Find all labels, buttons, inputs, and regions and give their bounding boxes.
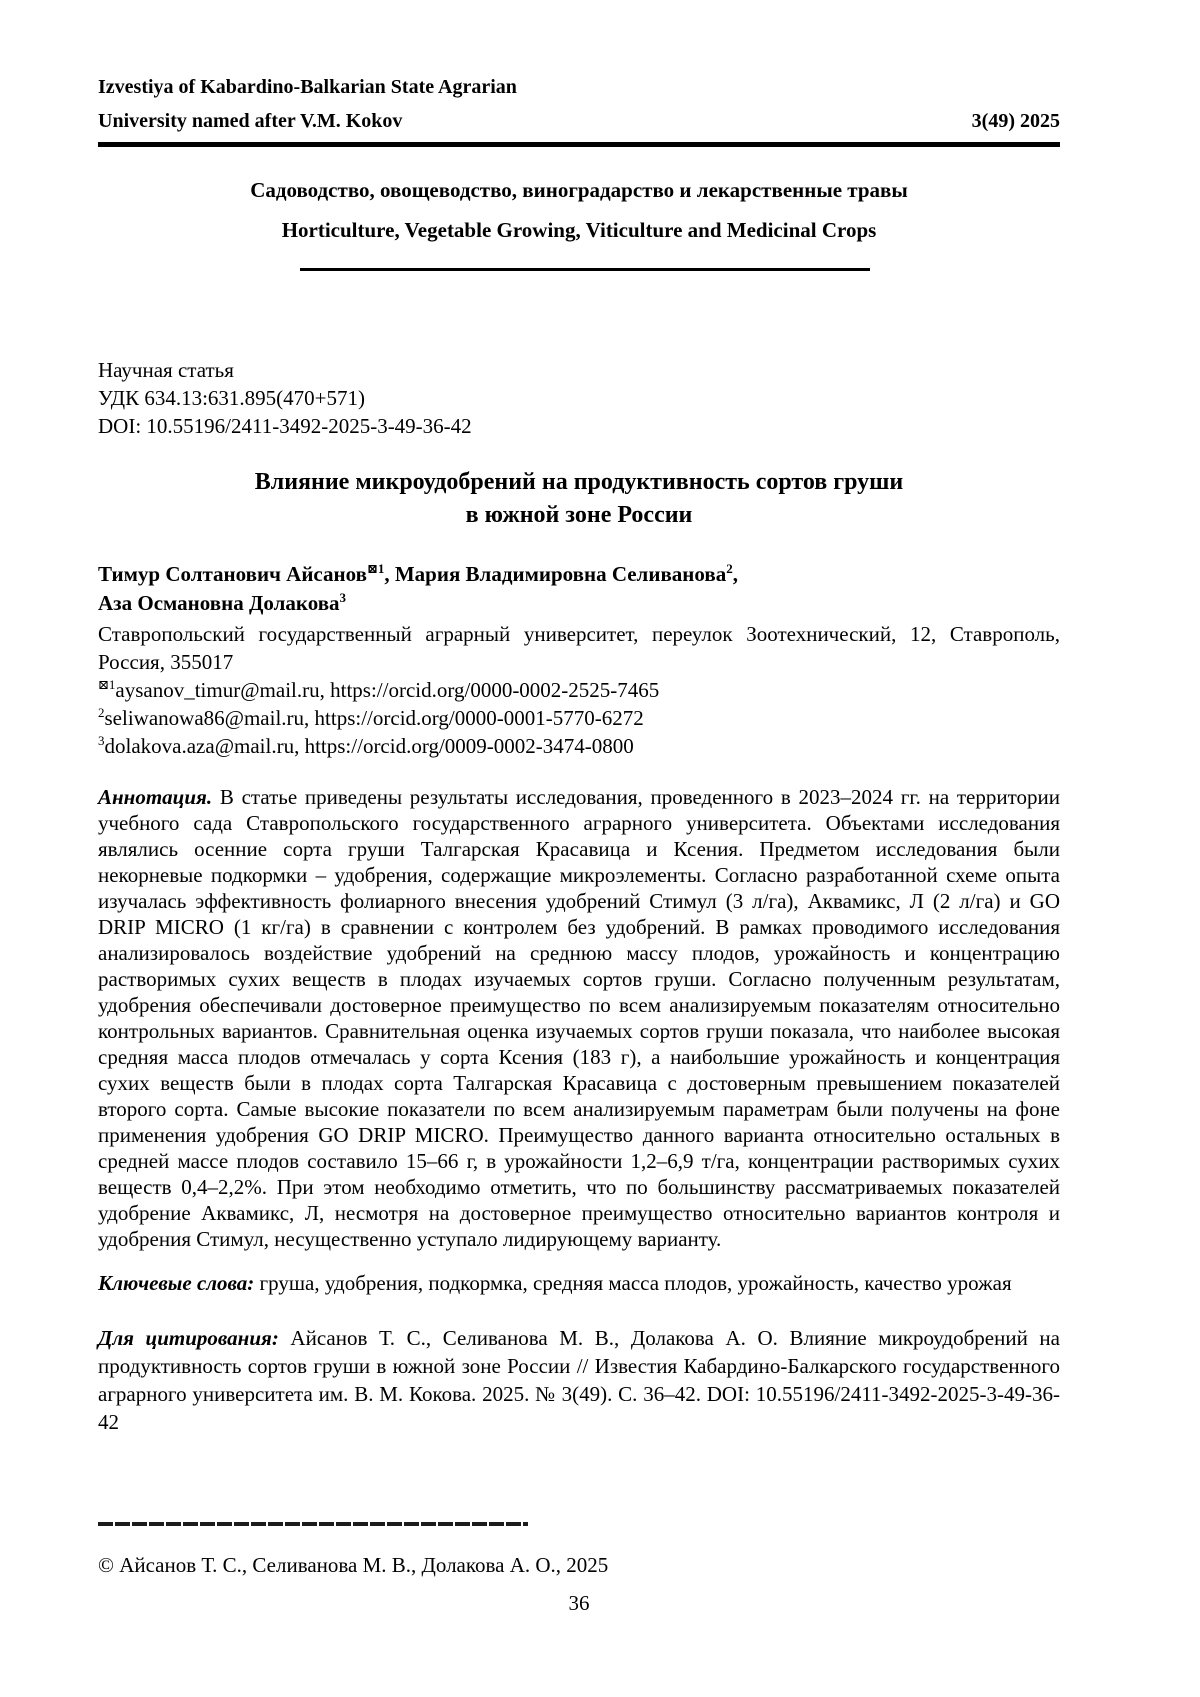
issue-number: 3(49) 2025 xyxy=(971,110,1060,132)
article-title-line2: в южной зоне России xyxy=(465,502,693,528)
author-1-envelope-marker: ⊠1 xyxy=(366,561,385,576)
author-2-marker: 2 xyxy=(726,561,733,576)
keywords-text: груша, удобрения, подкормка, средняя масса плодов, урожайность, качество урожая xyxy=(254,1271,1012,1295)
contact-1-email-orcid: aysanov_timur@mail.ru, https://orcid.org/0000-0002-2525-7465 xyxy=(115,678,660,702)
contact-3-marker: 3 xyxy=(98,733,105,748)
article-meta xyxy=(98,356,1060,440)
author-3-marker: 3 xyxy=(339,590,347,605)
footnote-rule xyxy=(98,1522,528,1526)
contact-3-email-orcid: dolakova.aza@mail.ru, https://orcid.org/0009-0002-3474-0800 xyxy=(104,734,634,758)
contact-2-email-orcid: seliwanowa86@mail.ru, https://orcid.org/0000-0001-5770-6272 xyxy=(104,706,644,730)
abstract-label: Аннотация. xyxy=(98,785,213,809)
journal-name-line2: University named after V.M. Kokov xyxy=(98,110,403,132)
contact-line-1 xyxy=(98,676,1060,704)
section-heading-en: Horticulture, Vegetable Growing, Viticulture and Medicinal Crops xyxy=(281,218,877,242)
affiliation: Ставропольский государственный аграрный университет, переулок Зоотехнический, 12, Ставрополь, Россия, 355017 xyxy=(98,622,1060,674)
keywords-paragraph xyxy=(98,1270,1060,1296)
contact-line-2 xyxy=(98,704,1060,732)
contact-1-envelope-marker: ⊠1 xyxy=(98,677,116,692)
author-2-name: Мария Владимировна Селиванова xyxy=(394,562,727,586)
keywords-label: Ключевые слова: xyxy=(98,1271,255,1295)
article-title xyxy=(98,466,1060,532)
citation-label: Для цитирования: xyxy=(98,1326,279,1350)
contact-2-marker: 2 xyxy=(98,705,105,720)
author-3-name: Аза Османовна Долакова xyxy=(98,591,340,615)
header-rule xyxy=(98,142,1060,147)
author-1-name: Тимур Солтанович Айсанов xyxy=(98,562,367,586)
page-number: 36 xyxy=(568,1591,590,1615)
citation-paragraph xyxy=(98,1324,1060,1436)
journal-header xyxy=(98,70,1060,138)
journal-name-line1: Izvestiya of Kabardino-Balkarian State Agrarian xyxy=(98,76,517,98)
udc-number: УДК 634.13:631.895(470+571) xyxy=(98,386,365,410)
doi-number: DOI: 10.55196/2411-3492-2025-3-49-36-42 xyxy=(98,414,472,438)
copyright-line: © Айсанов Т. С., Селиванова М. В., Долакова А. О., 2025 xyxy=(98,1553,609,1577)
section-divider-rule xyxy=(300,268,870,271)
abstract-paragraph xyxy=(98,784,1060,1252)
article-title-line1: Влияние микроудобрений на продуктивность сортов груши xyxy=(254,469,904,495)
author-separator: , xyxy=(384,562,395,586)
article-type: Научная статья xyxy=(98,358,234,382)
contacts-block xyxy=(98,676,1060,760)
authors-block xyxy=(98,560,1060,618)
section-heading-ru: Садоводство, овощеводство, виноградарство и лекарственные травы xyxy=(250,178,908,202)
abstract-text: В статье приведены результаты исследования, проведенного в 2023–2024 гг. на территории учебного сада Ставропольского государственного аграрного университета. Объектами исследования являлись осенние сорта груши Талгарская Красавица и Ксения. Предметом исследования были некорневые подкормки – удобрения, содержащие микроэлементы. Согласно разработанной схеме опыта изучалась эффективность фолиарного внесения удобрений Стимул (3 л/га), Аквамикс, Л (2 л/га) и GO DRIP MICRO (1 кг/га) в сравнении с контролем без удобрений. В рамках проводимого исследования анализировалось воздействие удобрений на среднюю массу плодов, урожайность и концентрацию растворимых сухих веществ в плодах изучаемых сортов груши. Согласно полученным результатам, удобрения обеспечивали достоверное преимущество по всем анализируемым показателям относительно контрольных вариантов. Сравнительная оценка изучаемых сортов груши показала, что наиболее высокая средняя масса плодов отмечалась у сорта Ксения (183 г), а наибольшие урожайность и концентрация сухих веществ были в плодах сорта Талгарская Красавица с достоверным превышением показателей второго сорта. Самые высокие показатели по всем анализируемым параметрам были получены на фоне применения удобрения GO DRIP MICRO. Преимущество данного варианта относительно остальных в средней массе плодов составило 15–66 г, в урожайности 1,2–6,9 т/га, концентрации растворимых сухих веществ 0,4–2,2%. При этом необходимо отметить, что по большинству рассматриваемых показателей удобрение Аквамикс, Л, несмотря на достоверное преимущество относительно вариантов контроля и удобрения Стимул, несущественно уступало лидирующему варианту. xyxy=(98,785,1060,1251)
citation-text: Айсанов Т. С., Селиванова М. В., Долакова А. О. Влияние микроудобрений на продуктивность сортов груши в южной зоне России // Известия Кабардино-Балкарского государственного аграрного университета им. В. М. Кокова. 2025. № 3(49). С. 36–42. DOI: 10.55196/2411-3492-2025-3-49-36-42 xyxy=(98,1326,1060,1434)
contact-line-3 xyxy=(98,732,1060,760)
author-separator: , xyxy=(732,562,738,586)
